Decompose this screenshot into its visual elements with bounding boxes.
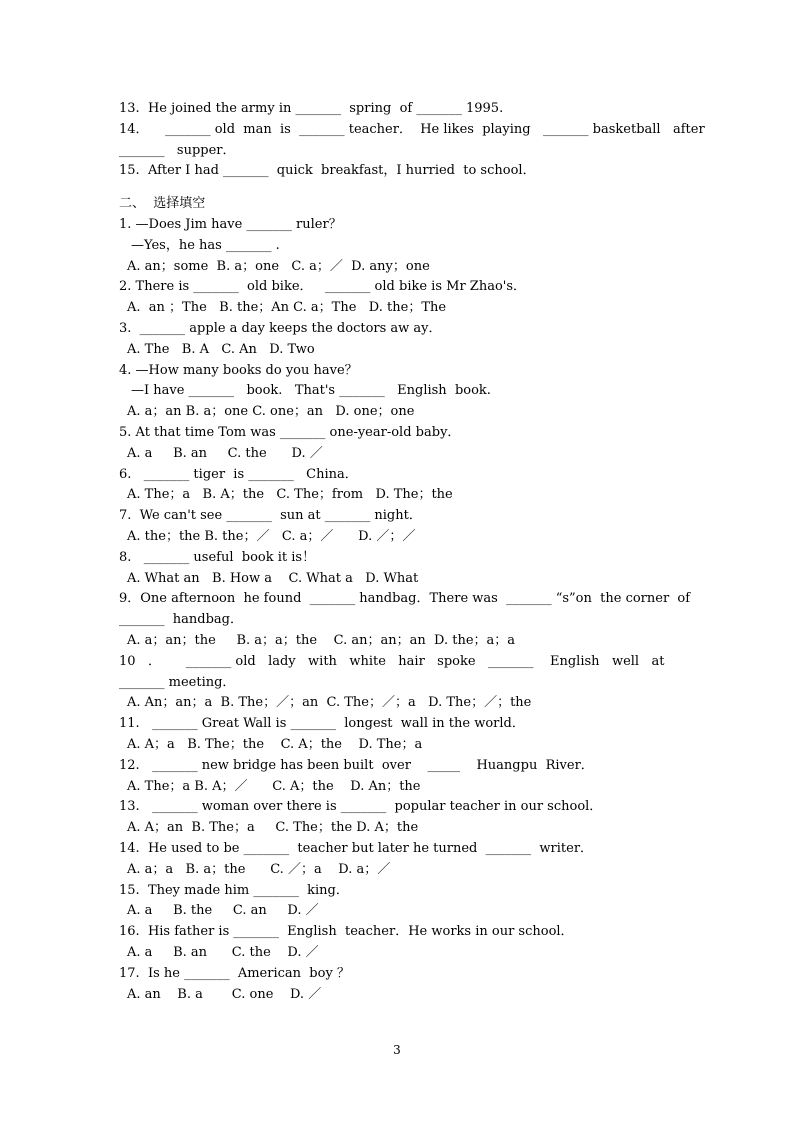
answer-options: A. The；a B. A；the C. The；from D. The；the: [127, 487, 453, 503]
question-stem: 1. —Does Jim have _______ ruler？: [119, 217, 342, 232]
question-stem: 15. They made him _______ king．: [119, 882, 349, 898]
answer-options: A. a B. the C. an D. ／: [127, 903, 319, 919]
question-stem-continued: _______ handbag．: [119, 612, 243, 628]
fill-in-line: 15. After I had _______ quick breakfast，I hurried to school．: [119, 163, 536, 179]
answer-options: A. a；an；the B. a；a；the C. an；an；an D. the；a；a: [127, 633, 516, 648]
question-stem-continued: —Yes，he has _______ .: [131, 237, 280, 253]
question-stem: 3. _______ apple a day keeps the doctors aw ay．: [119, 321, 442, 336]
fill-in-line: 14． _______ old man is _______ teacher． He likes playing _______ basketball after: [119, 121, 705, 137]
question-stem: 9．One afternoon he found _______ handbag．There was _______ “s”on the corner of: [119, 591, 691, 607]
question-stem: 11. _______ Great Wall is _______ longest wall in the world．: [119, 716, 525, 732]
answer-options: A. The；a B. A；／ C. A；the D. An；the: [127, 778, 421, 794]
answer-options: A. The B. A C. An D. Two: [127, 341, 315, 357]
answer-options: A. a B. an C. the D. ／: [127, 945, 319, 960]
answer-options: A. a B. an C. the D. ／: [127, 445, 323, 461]
answer-options: A. a；a B. a；the C. ／；a D. a；／: [127, 861, 391, 877]
question-stem: 12. _______ new bridge has been built over _____ Huangpu River．: [119, 757, 594, 773]
answer-options: A. A；an B. The；a C. The；the D. A；the: [127, 820, 419, 836]
fill-in-line: _______ supper．: [119, 142, 236, 158]
question-stem: 7. We can't see _______ sun at _______ night．: [119, 508, 422, 524]
answer-options: A. An；an；a B. The；／；an C. The；／；a D. The；／；the: [127, 695, 532, 711]
question-stem: 5. At that time Tom was _______ one-year-old baby．: [119, 425, 461, 440]
question-stem: 10 ． _______ old lady with white hair spoke _______ English well at: [119, 653, 665, 669]
question-stem-continued: —I have _______ book. That's _______ English book.: [131, 383, 491, 399]
page-number: 3: [393, 1043, 401, 1057]
question-stem: 6. _______ tiger is _______ China．: [119, 466, 358, 482]
answer-options: A. an；some B. a；one C. a；／ D. any；one: [127, 258, 430, 274]
question-stem: 2. There is _______ old bike． _______ old bike is Mr Zhao's．: [119, 279, 527, 295]
answer-options: A. What an B. How a C. What a D. What: [127, 570, 419, 586]
answer-options: A. A；a B. The；the C. A；the D. The；a: [127, 737, 423, 752]
answer-options: A. a；an B. a；one C. one；an D. one；one: [127, 404, 415, 420]
answer-options: A. an B. a C. one D. ／: [127, 986, 322, 1002]
fill-in-line: 13. He joined the army in _______ spring of _______ 1995.: [119, 101, 504, 116]
answer-options: A. an ；The B. the；An C. a；The D. the；The: [127, 300, 447, 316]
question-stem: 13. _______ woman over there is _______ popular teacher in our school．: [119, 799, 603, 815]
question-stem: 17. Is he _______ American boy ？: [119, 965, 350, 981]
question-stem: 4. —How many books do you have？: [119, 362, 358, 378]
section-title: 二、 选择填空: [119, 196, 206, 212]
question-stem: 8. _______ useful book it is！: [119, 549, 316, 565]
question-stem: 16. His father is _______ English teacher．He works in our school．: [119, 924, 574, 940]
answer-options: A. the；the B. the；／ C. a；／ D. ／；／: [127, 529, 416, 544]
question-stem: 14. He used to be _______ teacher but later he turned _______ writer．: [119, 841, 594, 856]
question-stem-continued: _______ meeting．: [119, 674, 236, 690]
